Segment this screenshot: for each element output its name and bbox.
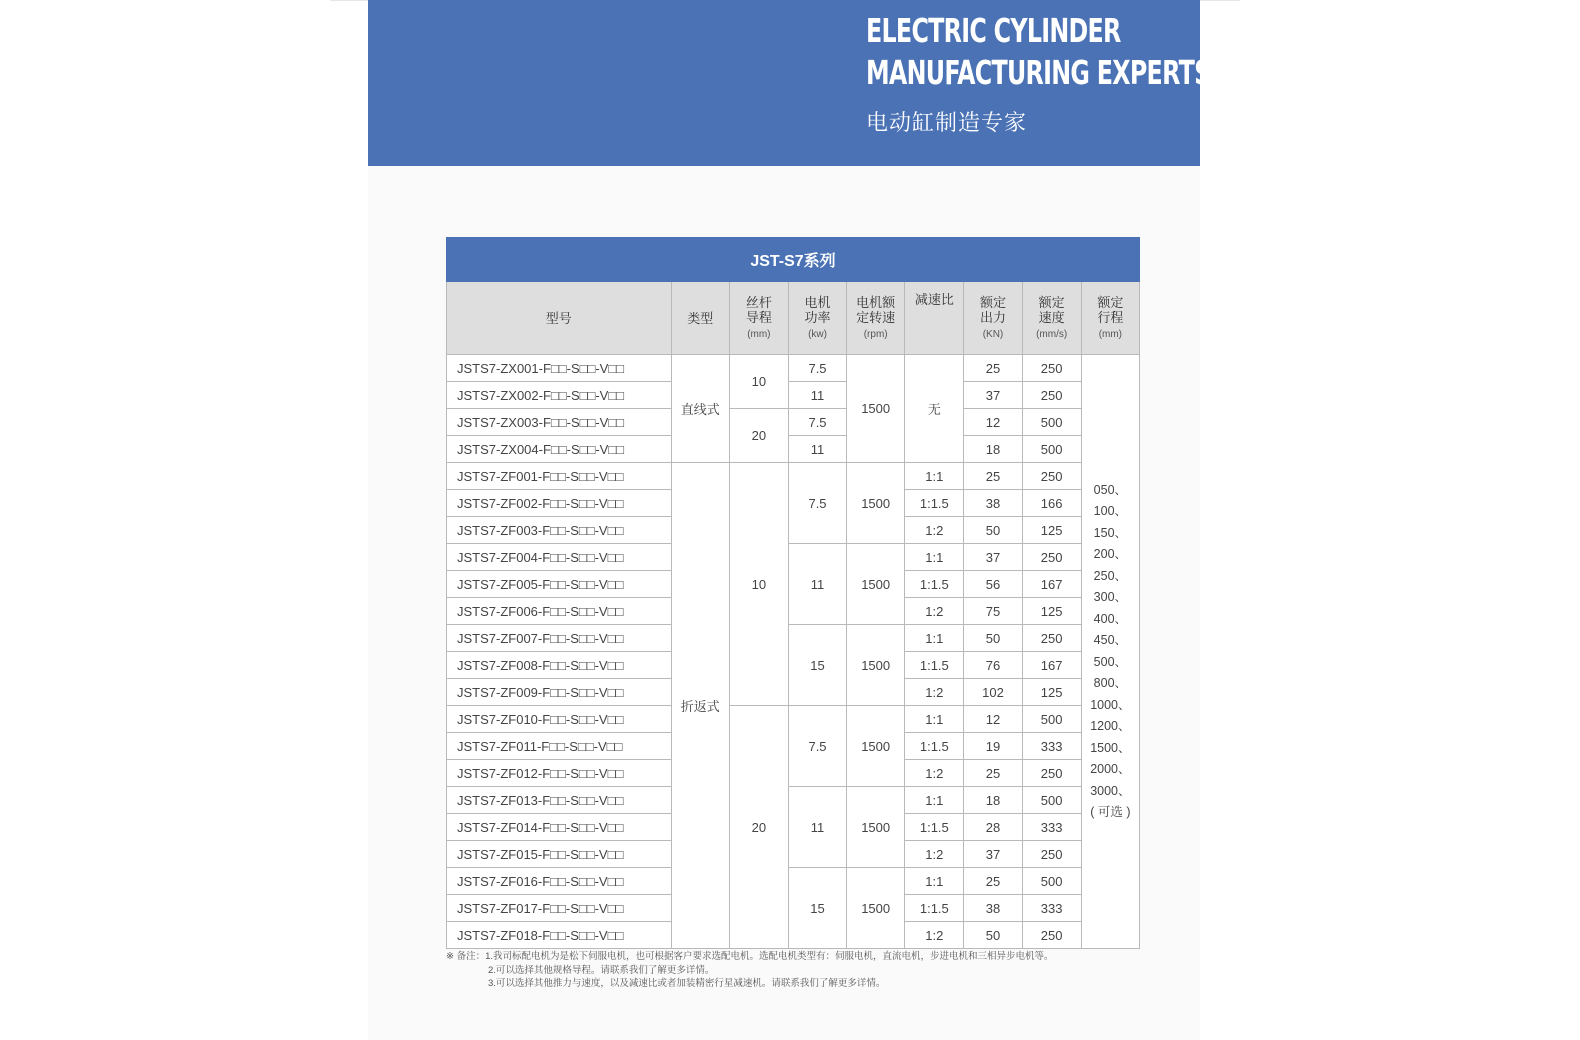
stroke-value: 150、 <box>1093 525 1128 540</box>
model-cell: JSTS7-ZF004-F□□-S□□-V□□ <box>447 544 672 571</box>
rpm-cell: 1500 <box>847 787 905 868</box>
header-stroke: 额定行程 (mm) <box>1081 282 1139 355</box>
velocity-cell: 500 <box>1022 409 1081 436</box>
ratio-cell: 1:1 <box>905 544 964 571</box>
stroke-value: 100、 <box>1093 504 1128 518</box>
model-cell: JSTS7-ZF009-F□□-S□□-V□□ <box>447 679 672 706</box>
banner-title-line1: ELECTRIC CYLINDER <box>866 11 1121 50</box>
model-cell: JSTS7-ZX003-F□□-S□□-V□□ <box>447 409 672 436</box>
rpm-cell: 1500 <box>847 463 905 544</box>
ratio-cell: 1:2 <box>905 679 964 706</box>
velocity-cell: 333 <box>1022 814 1081 841</box>
model-cell: JSTS7-ZF007-F□□-S□□-V□□ <box>447 625 672 652</box>
table-row <box>447 409 1140 436</box>
ratio-cell: 无 <box>905 355 964 463</box>
model-cell: JSTS7-ZF008-F□□-S□□-V□□ <box>447 652 672 679</box>
stroke-value: ( 可选 ) <box>1090 805 1131 819</box>
model-cell: JSTS7-ZF018-F□□-S□□-V□□ <box>447 922 672 949</box>
rpm-cell: 1500 <box>847 544 905 625</box>
velocity-cell: 500 <box>1022 787 1081 814</box>
ratio-cell: 1:2 <box>905 760 964 787</box>
force-cell: 28 <box>964 814 1022 841</box>
power-cell: 15 <box>788 868 846 949</box>
stroke-value: 500、 <box>1093 654 1128 669</box>
model-cell: JSTS7-ZX002-F□□-S□□-V□□ <box>447 382 672 409</box>
stroke-value: 2000、 <box>1090 762 1131 776</box>
table-row <box>447 544 1140 571</box>
power-cell: 11 <box>788 544 846 625</box>
power-cell: 11 <box>788 382 846 409</box>
table-row <box>447 382 1140 409</box>
force-cell: 18 <box>964 436 1022 463</box>
ratio-cell: 1:2 <box>905 517 964 544</box>
model-cell: JSTS7-ZX004-F□□-S□□-V□□ <box>447 436 672 463</box>
table-title: JST-S7系列 <box>447 238 1140 282</box>
velocity-cell: 500 <box>1022 868 1081 895</box>
stroke-value: 250、 <box>1093 568 1128 583</box>
ratio-cell: 1:1 <box>905 625 964 652</box>
ratio-cell: 1:1.5 <box>905 733 964 760</box>
velocity-cell: 250 <box>1022 625 1081 652</box>
table-row <box>447 706 1140 733</box>
force-cell: 25 <box>964 868 1022 895</box>
velocity-cell: 250 <box>1022 922 1081 949</box>
force-cell: 56 <box>964 571 1022 598</box>
header-lead: 丝杆导程 (mm) <box>729 282 788 355</box>
velocity-cell: 167 <box>1022 571 1081 598</box>
rpm-cell: 1500 <box>847 625 905 706</box>
header-type: 类型 <box>671 282 729 355</box>
force-cell: 75 <box>964 598 1022 625</box>
model-cell: JSTS7-ZF011-F□□-S□□-V□□ <box>447 733 672 760</box>
banner-subtitle: 电动缸制造专家 <box>866 110 1028 135</box>
force-cell: 25 <box>964 355 1022 382</box>
force-cell: 50 <box>964 625 1022 652</box>
lead-cell: 20 <box>729 409 788 463</box>
table-row <box>447 463 1140 490</box>
model-cell: JSTS7-ZF006-F□□-S□□-V□□ <box>447 598 672 625</box>
stroke-value: 1200、 <box>1090 719 1131 733</box>
ratio-cell: 1:1.5 <box>905 571 964 598</box>
force-cell: 37 <box>964 841 1022 868</box>
force-cell: 12 <box>964 706 1022 733</box>
stroke-value: 800、 <box>1093 676 1128 690</box>
table-row <box>447 625 1140 652</box>
stroke-value: 3000、 <box>1090 783 1131 798</box>
power-cell: 11 <box>788 787 846 868</box>
model-cell: JSTS7-ZF012-F□□-S□□-V□□ <box>447 760 672 787</box>
lead-cell: 10 <box>729 463 788 706</box>
model-cell: JSTS7-ZX001-F□□-S□□-V□□ <box>447 355 672 382</box>
lead-cell: 20 <box>729 706 788 949</box>
power-cell: 15 <box>788 625 846 706</box>
table-row <box>447 355 1140 382</box>
header-power: 电机功率 (kw) <box>788 282 846 355</box>
lead-cell: 10 <box>729 355 788 409</box>
ratio-cell: 1:1.5 <box>905 652 964 679</box>
banner-title-line2: MANUFACTURING EXPERTS <box>866 53 1211 92</box>
header-banner <box>368 0 1211 166</box>
velocity-cell: 166 <box>1022 490 1081 517</box>
rpm-cell: 1500 <box>847 868 905 949</box>
header-ratio: 减速比 <box>905 282 964 355</box>
ratio-cell: 1:2 <box>905 922 964 949</box>
ratio-cell: 1:1 <box>905 463 964 490</box>
force-cell: 38 <box>964 490 1022 517</box>
footnote-line: 3.可以选择其他推力与速度，以及减速比或者加装精密行星减速机。请联系我们了解更多详情。 <box>488 978 886 989</box>
ratio-cell: 1:2 <box>905 598 964 625</box>
spec-table <box>446 237 1140 949</box>
model-cell: JSTS7-ZF002-F□□-S□□-V□□ <box>447 490 672 517</box>
velocity-cell: 250 <box>1022 355 1081 382</box>
velocity-cell: 125 <box>1022 679 1081 706</box>
model-cell: JSTS7-ZF013-F□□-S□□-V□□ <box>447 787 672 814</box>
velocity-cell: 125 <box>1022 598 1081 625</box>
velocity-cell: 250 <box>1022 760 1081 787</box>
velocity-cell: 500 <box>1022 706 1081 733</box>
stroke-value: 400、 <box>1093 611 1128 626</box>
velocity-cell: 333 <box>1022 895 1081 922</box>
model-cell: JSTS7-ZF001-F□□-S□□-V□□ <box>447 463 672 490</box>
velocity-cell: 333 <box>1022 733 1081 760</box>
table-row <box>447 436 1140 463</box>
ratio-cell: 1:1 <box>905 868 964 895</box>
model-cell: JSTS7-ZF003-F□□-S□□-V□□ <box>447 517 672 544</box>
rpm-cell: 1500 <box>847 706 905 787</box>
force-cell: 50 <box>964 517 1022 544</box>
footnotes <box>446 950 1146 991</box>
model-cell: JSTS7-ZF014-F□□-S□□-V□□ <box>447 814 672 841</box>
force-cell: 37 <box>964 544 1022 571</box>
header-model: 型号 <box>447 282 672 355</box>
force-cell: 25 <box>964 463 1022 490</box>
model-cell: JSTS7-ZF017-F□□-S□□-V□□ <box>447 895 672 922</box>
power-cell: 11 <box>788 436 846 463</box>
stroke-value: 050、 <box>1093 482 1128 497</box>
velocity-cell: 167 <box>1022 652 1081 679</box>
force-cell: 50 <box>964 922 1022 949</box>
rpm-cell: 1500 <box>847 355 905 463</box>
power-cell: 7.5 <box>788 409 846 436</box>
force-cell: 76 <box>964 652 1022 679</box>
footnote-line: 2.可以选择其他规格导程。请联系我们了解更多详情。 <box>488 964 715 976</box>
table-row <box>447 868 1140 895</box>
force-cell: 18 <box>964 787 1022 814</box>
velocity-cell: 500 <box>1022 436 1081 463</box>
stroke-value: 1000、 <box>1090 697 1131 712</box>
power-cell: 7.5 <box>788 463 846 544</box>
force-cell: 37 <box>964 382 1022 409</box>
model-cell: JSTS7-ZF005-F□□-S□□-V□□ <box>447 571 672 598</box>
header-force: 额定出力 (KN) <box>964 282 1022 355</box>
stroke-cell <box>1081 355 1139 949</box>
model-cell: JSTS7-ZF016-F□□-S□□-V□□ <box>447 868 672 895</box>
power-cell: 7.5 <box>788 706 846 787</box>
type-cell: 直线式 <box>671 355 729 463</box>
stroke-value: 300、 <box>1093 590 1128 604</box>
force-cell: 102 <box>964 679 1022 706</box>
ratio-cell: 1:1.5 <box>905 490 964 517</box>
stroke-value: 450、 <box>1093 633 1128 647</box>
model-cell: JSTS7-ZF010-F□□-S□□-V□□ <box>447 706 672 733</box>
power-cell: 7.5 <box>788 355 846 382</box>
table-header-row <box>447 282 1140 355</box>
velocity-cell: 250 <box>1022 841 1081 868</box>
stroke-value: 200、 <box>1093 547 1128 561</box>
stroke-value: 1500、 <box>1090 740 1131 755</box>
velocity-cell: 250 <box>1022 382 1081 409</box>
force-cell: 25 <box>964 760 1022 787</box>
ratio-cell: 1:1.5 <box>905 814 964 841</box>
banner-title <box>866 10 1210 94</box>
table-row <box>447 787 1140 814</box>
header-rated-speed: 电机额定转速 (rpm) <box>847 282 905 355</box>
ratio-cell: 1:2 <box>905 841 964 868</box>
force-cell: 12 <box>964 409 1022 436</box>
footnote-line: ※ 备注：1.我司标配电机为是松下伺服电机，也可根据客户要求选配电机。选配电机类型有：伺服电机，直流电机，步进电机和三相异步电机等。 <box>446 951 1054 962</box>
velocity-cell: 250 <box>1022 544 1081 571</box>
velocity-cell: 250 <box>1022 463 1081 490</box>
model-cell: JSTS7-ZF015-F□□-S□□-V□□ <box>447 841 672 868</box>
force-cell: 38 <box>964 895 1022 922</box>
ratio-cell: 1:1 <box>905 787 964 814</box>
type-cell: 折返式 <box>671 463 729 949</box>
force-cell: 19 <box>964 733 1022 760</box>
header-velocity: 额定速度 (mm/s) <box>1022 282 1081 355</box>
ratio-cell: 1:1 <box>905 706 964 733</box>
ratio-cell: 1:1.5 <box>905 895 964 922</box>
velocity-cell: 125 <box>1022 517 1081 544</box>
